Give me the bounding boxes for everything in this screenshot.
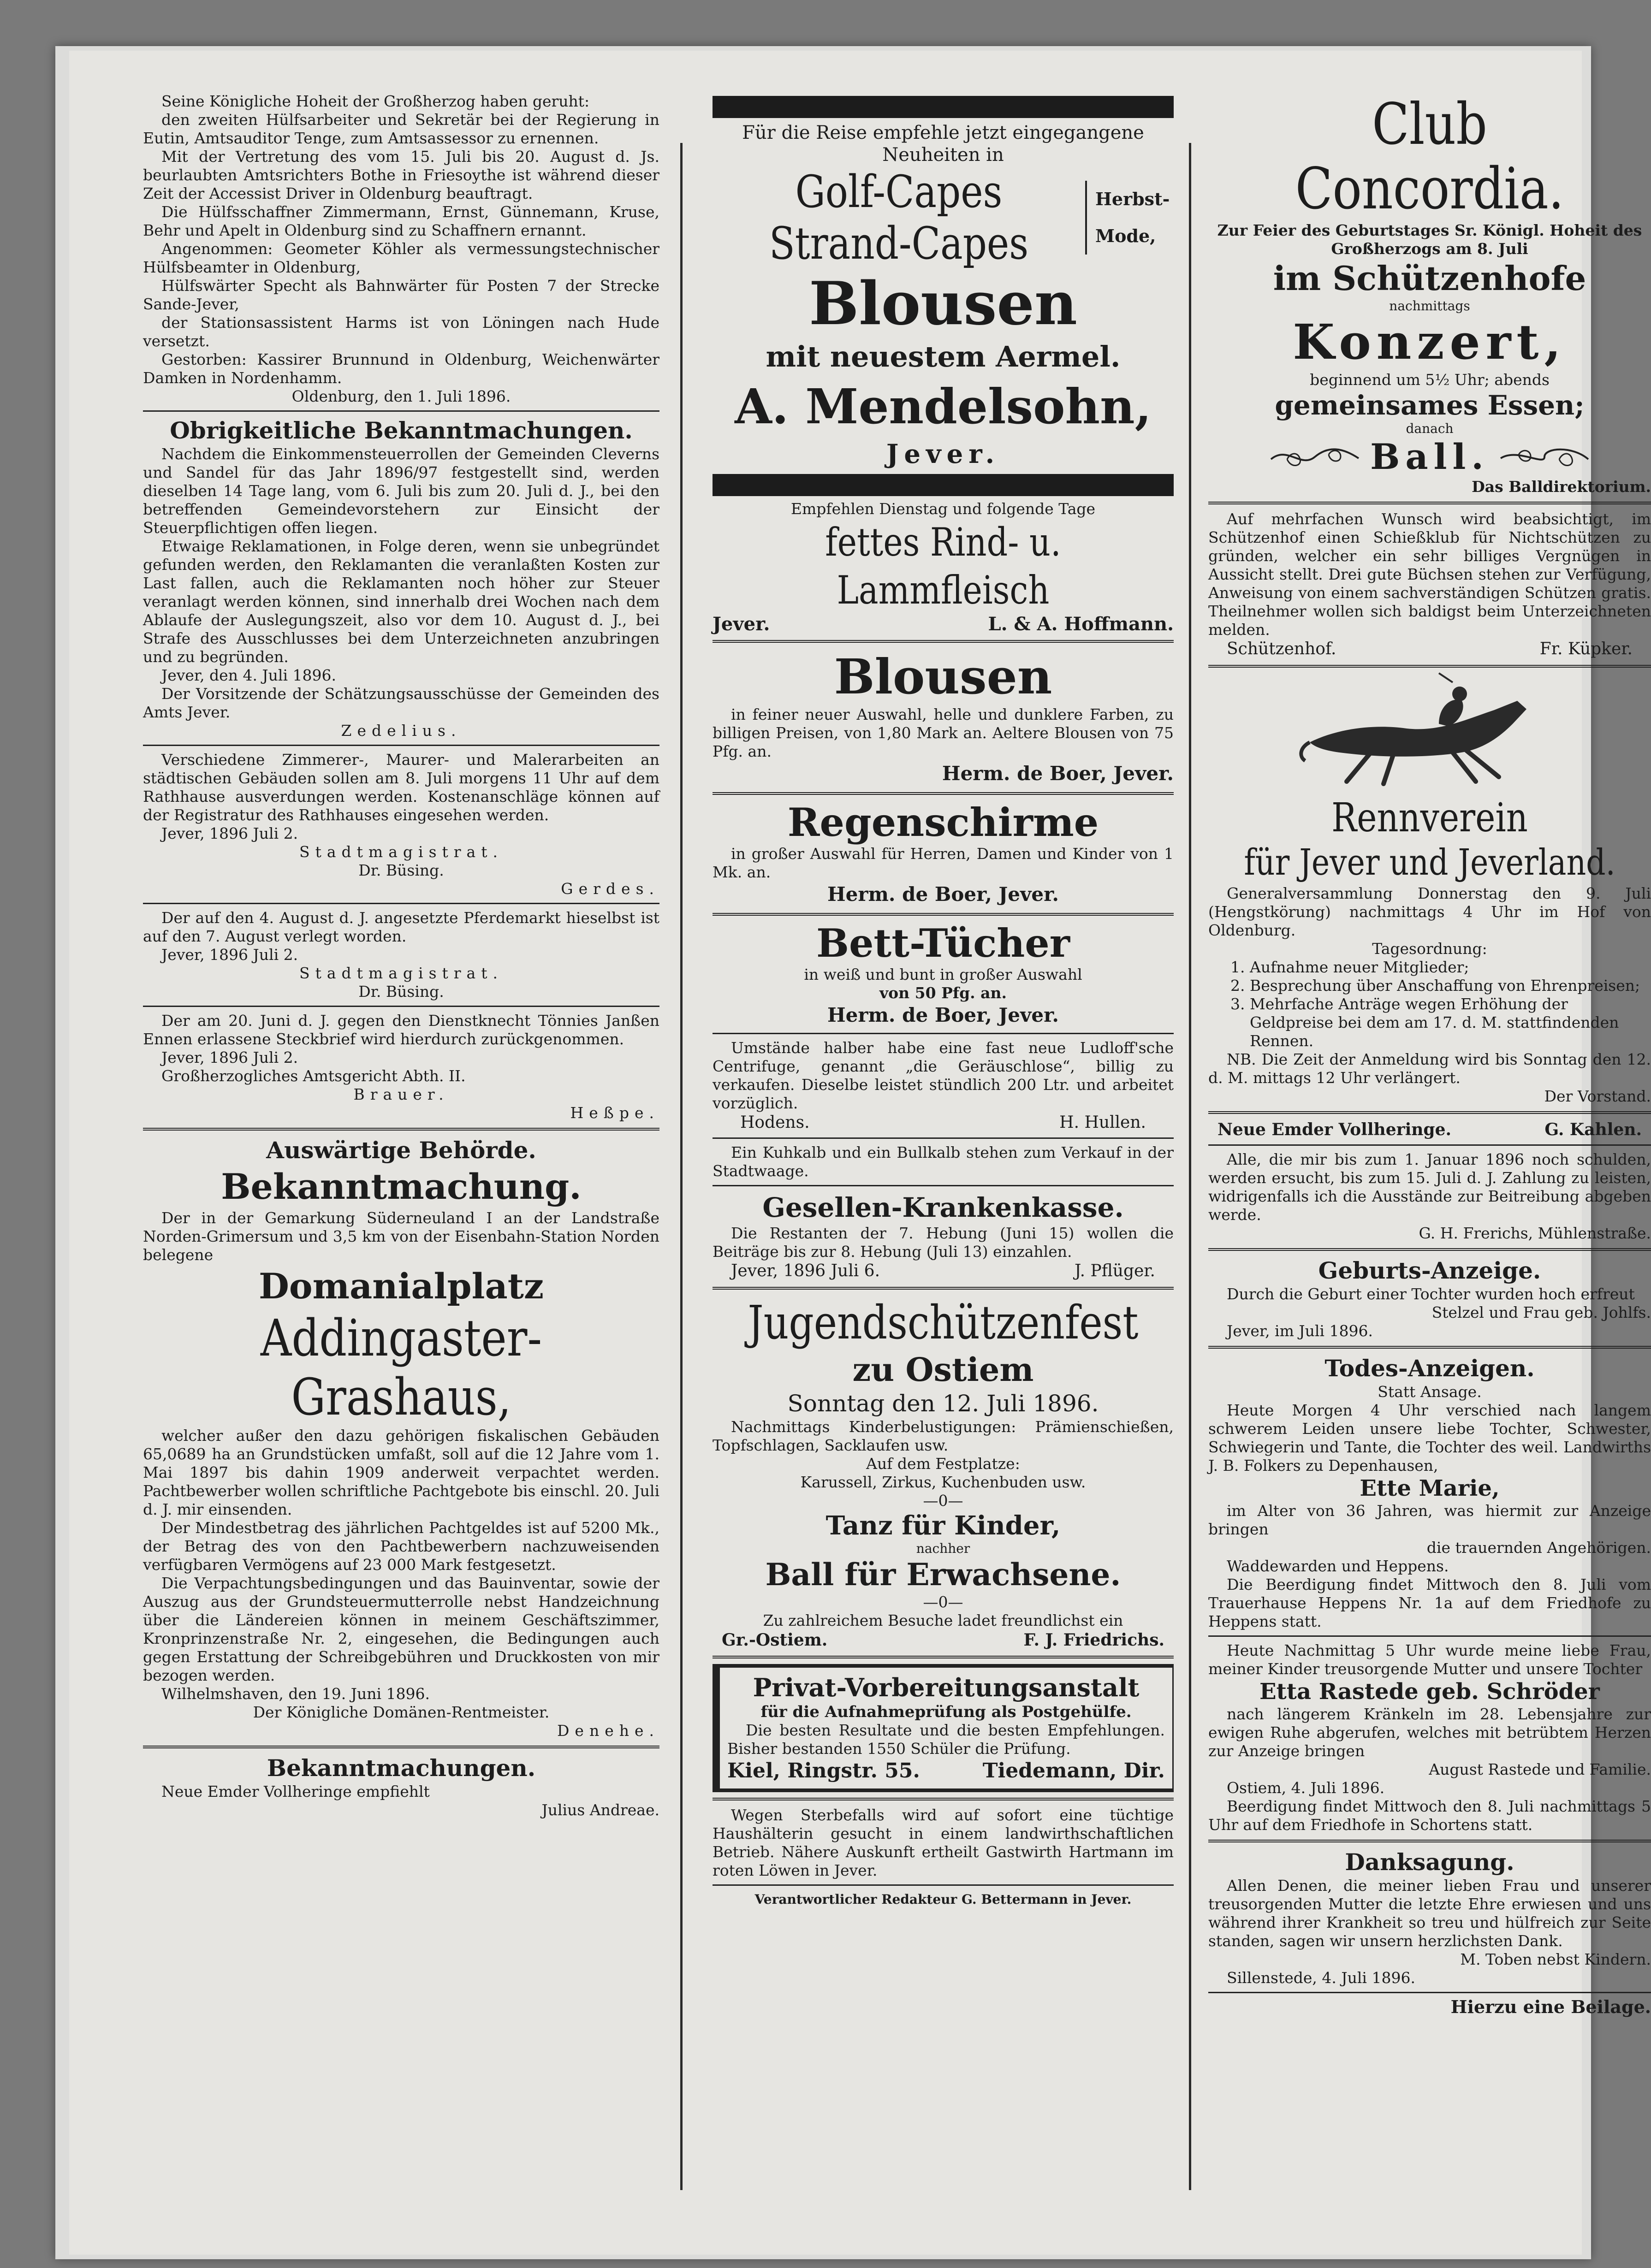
ad-headline: Rennverein — [1331, 795, 1528, 841]
text: Seine Königliche Hoheit der Großherzog haben geruht: — [161, 92, 590, 110]
ad-side-label: Herbst- — [1095, 189, 1170, 209]
divider — [713, 913, 1174, 916]
ad-text: Generalversammlung Donnerstag den 9. Juli (Hengstkörung) nachmittags 4 Uhr im Hof von Oldenburg. — [1208, 884, 1651, 939]
ad-headline: Ball für Erwachsene. — [765, 1557, 1121, 1593]
ad-headline: gemeinsames Essen; — [1275, 390, 1585, 421]
ad-headline: Blousen — [834, 648, 1052, 705]
divider — [713, 1287, 1174, 1290]
headline: Addingaster-Grashaus, — [260, 1309, 542, 1427]
ad-signature: Herm. de Boer, Jever. — [827, 883, 1059, 906]
ad-text: Ein Kuhkalb und ein Bullkalb stehen zum Verkauf in der Stadtwaage. — [713, 1143, 1174, 1180]
divider — [713, 792, 1174, 795]
section-title: Bekanntmachung. — [221, 1166, 582, 1207]
ad-text: in feiner neuer Auswahl, helle und dunklere Farben, zu billigen Preisen, von 1,80 Mark an. Aeltere Blousen von 75 Pfg. an. — [713, 705, 1174, 760]
ad-text: Umstände halber habe eine fast neue Ludloff'sche Centrifuge, genannt „die Geräuschlose“, billig zu verkaufen. Dieselbe leistet stündlich 200 Ltr. und arbeitet vorzüglich. — [713, 1039, 1174, 1112]
signature: Zedelius. — [341, 722, 462, 740]
divider — [1208, 1144, 1651, 1146]
ad-headline: für Jever und Jeverland. — [1244, 842, 1615, 883]
column-2 — [713, 92, 1174, 1909]
text: den zweiten Hülfsarbeiter und Sekretär bei der Regierung in Eutin, Amtsauditor Tenge, zum Amtsassessor zu ernennen. — [143, 111, 659, 147]
column-rule-left — [680, 143, 683, 2190]
ad-subheadline: Sonntag den 12. Juli 1896. — [787, 1390, 1099, 1417]
signature: Stadtmagistrat. — [299, 964, 503, 982]
dateline: Jever, den 4. Juli 1896. — [161, 666, 336, 684]
ad-text: im Alter von 36 Jahren, was hiermit zur Anzeige bringen — [1208, 1502, 1651, 1538]
ad-headline: im Schützenhofe — [1273, 259, 1586, 298]
ad-headline: Golf-Capes — [795, 166, 1003, 218]
capes-block — [713, 166, 1174, 269]
ad-text: Statt Ansage. — [1378, 1383, 1482, 1401]
ad-side-label: Mode, — [1095, 225, 1156, 246]
ad-signature: Fr. Küpker. — [1539, 640, 1633, 658]
ad-headline: Privat-Vorbereitungsanstalt — [753, 1673, 1140, 1702]
text: der Stationsassistent Harms ist von Löningen nach Hude versetzt. — [143, 314, 659, 350]
text: Der in der Gemarkung Süderneuland I an der Landstraße Norden-Grimersum und 3,5 km von der Eisenbahn-Station Norden belegene — [143, 1209, 659, 1264]
ad-signature: Tiedemann, Dir. — [982, 1759, 1165, 1782]
dateline: Sillenstede, 4. Juli 1896. — [1227, 1969, 1415, 1987]
ad-text: Auf dem Festplatze: — [866, 1455, 1020, 1473]
ad-place: Jever. — [713, 613, 770, 635]
signature: Julius Andreae. — [541, 1801, 659, 1819]
divider — [713, 1185, 1174, 1186]
ad-headline: Etta Rastede geb. Schröder — [1259, 1679, 1600, 1705]
ad-headline: Tanz für Kinder, — [826, 1510, 1061, 1541]
divider — [1208, 502, 1651, 504]
separator: —0— — [923, 1593, 963, 1611]
text: Die Verpachtungsbedingungen und das Bauinventar, sowie der Auszug aus der Grundsteuermutterrolle nebst Handzeichnung über die Ländereien können in meinem Geschäftszimmer, Kronprinzenstraße Nr. 2, eingesehen, die Bedingungen auch gegen Erstattung der Schreibgebühren und Druckkosten von mir bezogen werden. — [143, 1574, 659, 1684]
ad-headline: A. Mendelsohn, — [735, 378, 1152, 435]
ad-signature: Herm. de Boer, Jever. — [827, 1004, 1059, 1026]
text: welcher außer den dazu gehörigen fiskalischen Gebäuden 65,0689 ha an Grundstücken umfaßt, soll auf die 12 Jahre vom 1. Mai 1897 bis dahin 1909 anderweit verpachtet werden. Pachtbewerber wollen schriftliche Pachtgebote bis einschl. 20. Juli d. J. mir einsenden. — [143, 1427, 659, 1518]
dateline: Wilhelmshaven, den 19. Juni 1896. — [161, 1685, 430, 1703]
ad-place: Hodens. — [740, 1113, 810, 1132]
ad-text: Wegen Sterbefalls wird auf sofort eine tüchtige Haushälterin gesucht in einem landwirthschaftlichen Betrieb. Nähere Auskunft ertheilt Gastwirth Hartmann im roten Löwen in Jever. — [713, 1806, 1174, 1879]
ad-footer-row — [713, 1113, 1174, 1133]
divider — [143, 410, 659, 412]
ad-footer-row — [713, 614, 1174, 634]
ad-text: in weiß und bunt in großer Auswahl — [804, 965, 1082, 983]
ad-headline: Blousen — [809, 269, 1077, 338]
ad-text: NB. Die Zeit der Anmeldung wird bis Sonntag den 12. d. M. mittags 12 Uhr verlängert. — [1208, 1050, 1651, 1087]
dateline: Oldenburg, den 1. Juli 1896. — [291, 387, 511, 405]
ad-signature: J. Pflüger. — [1075, 1261, 1155, 1280]
ad-text: nachmittags — [1389, 298, 1470, 314]
ad-signature: L. & A. Hoffmann. — [988, 613, 1174, 635]
text: Der Mindestbetrag des jährlichen Pachtgeldes ist auf 5200 Mk., der Betrag des von den Pachtbewerbern nachzuweisenden verfügbaren Vermögens auf 23 000 Mark festgesetzt. — [143, 1519, 659, 1574]
text: Nachdem die Einkommensteuerrollen der Gemeinden Cleverns und Sandel für das Jahr 1896/97 festgestellt sind, werden dieselben 14 Tage lang, vom 6. Juli bis zum 20. Juli d. J., bei den betreffenden Gemeindevorstehern zur Einsicht der Steuerpflichtigen offen liegen. — [143, 445, 659, 537]
school-ad-box — [713, 1664, 1174, 1792]
dateline: Jever, 1896 Juli 2. — [161, 1048, 298, 1066]
text: Neue Emder Vollheringe empfiehlt — [161, 1782, 430, 1800]
ad-text: beginnend um 5½ Uhr; abends — [1310, 371, 1550, 389]
agenda-list — [1208, 958, 1651, 1050]
divider — [713, 1884, 1174, 1886]
divider — [713, 1033, 1174, 1034]
text: Angenommen: Geometer Köhler als vermessungstechnischer Hülfsbeamter in Oldenburg, — [143, 240, 659, 276]
dateline: Ostiem, 4. Juli 1896. — [1227, 1779, 1385, 1797]
horse-race-illustration — [1208, 673, 1651, 795]
ad-text: Tagesordnung: — [1372, 940, 1487, 958]
ad-headline: Gesellen-Krankenkasse. — [762, 1192, 1124, 1223]
section-title: Geburts-Anzeige. — [1318, 1257, 1541, 1284]
ad-place: Gr.-Ostiem. — [722, 1630, 828, 1650]
text: Mit der Vertretung des vom 15. Juli bis 20. August d. Js. beurlaubten Amtsrichters Bothe in Friesoythe ist während dieser Zeit der Accessist Driver in Oldenburg beauftragt. — [143, 148, 659, 202]
divider — [1208, 1111, 1651, 1114]
ad-footer-row — [713, 1261, 1174, 1281]
text: Gestorben: Kassirer Brunnund in Oldenburg, Weichenwärter Damken in Nordenhamm. — [143, 350, 659, 387]
section-title: Obrigkeitliche Bekanntmachungen. — [170, 417, 633, 444]
divider — [143, 1128, 659, 1131]
ad-text: Die Beerdigung findet Mittwoch den 8. Juli vom Trauerhause Heppens Nr. 1a auf dem Friedhofe zu Heppens statt. — [1208, 1575, 1651, 1630]
divider — [713, 640, 1174, 643]
signature: Der Vorsitzende der Schätzungsausschüsse der Gemeinden des Amts Jever. — [143, 685, 659, 721]
separator: —0— — [923, 1492, 963, 1510]
text: Verschiedene Zimmerer-, Maurer- und Malerarbeiten an städtischen Gebäuden sollen am 8. Juli morgens 11 Uhr auf dem Rathhause ausverdungen werden. Kostenanschläge können auf der Registratur des Rathhauses eingesehen werden. — [143, 751, 659, 824]
ad-text: Waddewarden und Heppens. — [1227, 1557, 1449, 1575]
ad-text: Zur Feier des Geburtstages Sr. Königl. Hoheit des Großherzogs am 8. Juli — [1217, 221, 1642, 258]
ad-headline: mit neuestem Aermel. — [766, 340, 1121, 373]
ad-headline: Bett-Tücher — [816, 920, 1070, 966]
ad-footer-row — [713, 1630, 1174, 1650]
ad-text: Nachmittags Kinderbelustigungen: Prämienschießen, Topfschlagen, Sacklaufen usw. — [713, 1418, 1174, 1454]
ad-text: Für die Reise empfehle jetzt eingegangene Neuheiten in — [742, 122, 1144, 166]
text: Etwaige Reklamationen, in Folge deren, wenn sie unbegründet gefunden werden, den Reklamanten die veranlaßten Kosten zur Last fallen, auch die Reklamanten noch höher zur Steuer veranlagt werden können, sind innerhalb drei Wochen nach dem Ablaufe der Auslegungszeit, also vor dem 10. August d. J., bei Strafe des Ausschlusses bei dem Unterzeichneten anzubringen und zu begründen. — [143, 537, 659, 666]
signature: Dr. Büsing. — [358, 861, 444, 879]
text: Der auf den 4. August d. J. angesetzte Pferdemarkt hieselbst ist auf den 7. August verlegt worden. — [143, 909, 659, 945]
ad-rule — [713, 474, 1174, 496]
headline: Domanialplatz — [258, 1266, 544, 1307]
divider — [713, 1798, 1174, 1800]
ad-text: Empfehlen Dienstag und folgende Tage — [790, 500, 1096, 518]
divider — [1208, 1992, 1651, 1993]
signature: Heßpe. — [570, 1104, 659, 1122]
ad-text: Beerdigung findet Mittwoch den 8. Juli nachmittags 5 Uhr auf dem Friedhofe in Schortens statt. — [1208, 1797, 1651, 1834]
section-title: Auswärtige Behörde. — [266, 1137, 536, 1164]
ad-text: danach — [1406, 421, 1454, 436]
ad-headline: zu Ostiem — [852, 1350, 1034, 1389]
divider — [713, 1137, 1174, 1139]
signature: Der Königliche Domänen-Rentmeister. — [253, 1703, 550, 1721]
ad-signature: F. J. Friedrichs. — [1023, 1630, 1164, 1650]
ad-text: von 50 Pfg. an. — [879, 984, 1007, 1002]
ad-text: Zu zahlreichem Besuche ladet freundlichst ein — [763, 1611, 1123, 1629]
ad-text: nach längerem Kränkeln im 28. Lebensjahre zur ewigen Ruhe abgerufen, welches mit betrübtem Herzen zur Anzeige bringen — [1208, 1705, 1651, 1760]
ad-footer-row — [1208, 1119, 1651, 1140]
ad-headline: fettes Rind- u. Lammfleisch — [825, 520, 1061, 613]
racehorse-icon — [1301, 673, 1559, 793]
column-1 — [143, 92, 659, 1819]
list-item: 2. Besprechung über Anschaffung von Ehrenpreisen; — [1250, 977, 1651, 995]
divider — [143, 1746, 659, 1748]
ad-signature: Der Vorstand. — [1544, 1087, 1651, 1105]
signature: Gerdes. — [561, 880, 659, 898]
list-item: 3. Mehrfache Anträge wegen Erhöhung der Geldpreise bei dem am 17. d. M. stattfindenden Rennen. — [1250, 995, 1651, 1050]
ad-headline: Regenschirme — [787, 799, 1099, 845]
ad-text: in großer Auswahl für Herren, Damen und Kinder von 1 Mk. an. — [713, 845, 1174, 881]
ad-text: Durch die Geburt einer Tochter wurden hoch erfreut — [1227, 1285, 1635, 1303]
divider — [1208, 1248, 1651, 1251]
ad-subheadline: für die Aufnahmeprüfung als Postgehülfe. — [760, 1703, 1132, 1721]
section-title: Bekanntmachungen. — [267, 1754, 536, 1782]
ball-row — [1208, 436, 1651, 478]
signature: Denehe. — [557, 1722, 659, 1740]
ad-headline: Club Concordia. — [1295, 91, 1564, 222]
signature: Dr. Büsing. — [358, 983, 444, 1001]
dateline: Jever, 1896 Juli 2. — [161, 824, 298, 842]
text: Der am 20. Juni d. J. gegen den Dienstknecht Tönnies Janßen Ennen erlassene Steckbrief wird hierdurch zurückgenommen. — [143, 1012, 659, 1048]
ad-signature: Stelzel und Frau geb. Johlfs. — [1431, 1303, 1651, 1321]
divider — [143, 745, 659, 746]
ad-dateline: Jever, 1896 Juli 6. — [731, 1261, 880, 1280]
ad-signature: die trauernden Angehörigen. — [1426, 1539, 1651, 1557]
ad-text: Alle, die mir bis zum 1. Januar 1896 noch schulden, werden ersucht, bis zum 15. Juli d. J. Zahlung zu leisten, widrigenfalls ich die Ausstände zur Beitreibung abgeben werde. — [1208, 1150, 1651, 1224]
ad-signature: G. Kahlen. — [1544, 1120, 1642, 1139]
signature: Stadtmagistrat. — [299, 843, 503, 861]
ad-headline: Strand-Capes — [769, 218, 1029, 269]
divider — [1208, 665, 1651, 668]
divider — [1208, 1346, 1651, 1349]
ad-signature: G. H. Frerichs, Mühlenstraße. — [1419, 1224, 1651, 1242]
dateline: Jever, im Juli 1896. — [1227, 1322, 1373, 1340]
dateline: Jever, 1896 Juli 2. — [161, 946, 298, 964]
ad-headline: Jever. — [886, 439, 1000, 469]
column-3 — [1208, 92, 1651, 2016]
ad-headline: Konzert, — [1293, 314, 1567, 370]
ad-place: Schützenhof. — [1227, 640, 1336, 658]
ornament-right-icon — [1498, 441, 1591, 473]
ad-text: Die Restanten der 7. Hebung (Juni 15) wollen die Beiträge bis zur 8. Hebung (Juli 13) einzahlen. — [713, 1224, 1174, 1261]
ad-text: Heute Nachmittag 5 Uhr wurde meine liebe Frau, meiner Kinder treusorgende Mutter und unsere Tochter — [1208, 1641, 1651, 1678]
text: Die Hülfsschaffner Zimmermann, Ernst, Günnemann, Kruse, Behr und Apelt in Oldenburg sind zu Schaffnern ernannt. — [143, 203, 659, 239]
ad-text: nachher — [916, 1541, 970, 1556]
page-footer: Verantwortlicher Redakteur G. Bettermann in Jever. — [754, 1892, 1132, 1907]
ad-footer-row — [727, 1758, 1165, 1784]
column-rule-right — [1189, 143, 1191, 2190]
ad-signature: M. Toben nebst Kindern. — [1460, 1950, 1651, 1968]
divider — [143, 1006, 659, 1007]
ad-text: Karussell, Zirkus, Kuchenbuden usw. — [800, 1473, 1086, 1491]
ad-headline: Ette Marie, — [1360, 1475, 1500, 1501]
ad-headline: Ball. — [1370, 436, 1489, 477]
ad-place: Kiel, Ringstr. 55. — [727, 1759, 920, 1782]
ad-text: Heute Morgen 4 Uhr verschied nach langem schwerem Leiden unsere liebe Tochter, Schwester, Schwiegerin und Tante, die Tochter des weil. Landwirths J. B. Folkers zu Depenhausen, — [1208, 1401, 1651, 1474]
signature: Großherzogliches Amtsgericht Abth. II. — [161, 1067, 466, 1085]
text: Hülfswärter Specht als Bahnwärter für Posten 7 der Strecke Sande-Jever, — [143, 277, 659, 313]
ad-footer-row — [1208, 639, 1651, 659]
newspaper-page — [69, 51, 1651, 2255]
ad-text: Die besten Resultate und die besten Empfehlungen. Bisher bestanden 1550 Schüler die Prüfung. — [727, 1721, 1165, 1758]
divider — [143, 903, 659, 904]
ad-text: Neue Emder Vollheringe. — [1217, 1120, 1452, 1139]
signature: Brauer. — [353, 1085, 449, 1103]
ad-signature: August Rastede und Familie. — [1429, 1760, 1651, 1778]
ad-headline: Jugendschützenfest — [748, 1296, 1139, 1350]
ornament-left-icon — [1269, 441, 1361, 473]
ad-signature: Herm. de Boer, Jever. — [942, 762, 1174, 785]
ad-text: Allen Denen, die meiner lieben Frau und unserer treusorgenden Mutter die letzte Ehre erwiesen und uns während ihrer Krankheit so treu und hülfreich zur Seite standen, sagen wir unsern herzlichsten Dank. — [1208, 1877, 1651, 1950]
ad-rule — [713, 96, 1174, 118]
ad-signature: H. Hullen. — [1059, 1113, 1146, 1132]
list-item: 1. Aufnahme neuer Mitglieder; — [1250, 958, 1651, 977]
ad-signature: Das Balldirektorium. — [1472, 478, 1651, 496]
divider — [713, 1656, 1174, 1658]
divider — [1208, 1840, 1651, 1842]
page-footer: Hierzu eine Beilage. — [1450, 1996, 1651, 2017]
divider — [1208, 1635, 1651, 1637]
ad-text: Auf mehrfachen Wunsch wird beabsichtigt, im Schützenhof einen Schießklub für Nichtschützen zu gründen, welcher ein sehr billiges Vergnügen in Aussicht stellt. Drei gute Büchsen stehen zur Verfügung, Anweisung von einem sachverständigen Schützen gratis. Theilnehmer wollen sich baldigst beim Unterzeichneten melden. — [1208, 510, 1651, 639]
section-title: Todes-Anzeigen. — [1324, 1355, 1535, 1382]
section-title: Danksagung. — [1345, 1848, 1514, 1876]
